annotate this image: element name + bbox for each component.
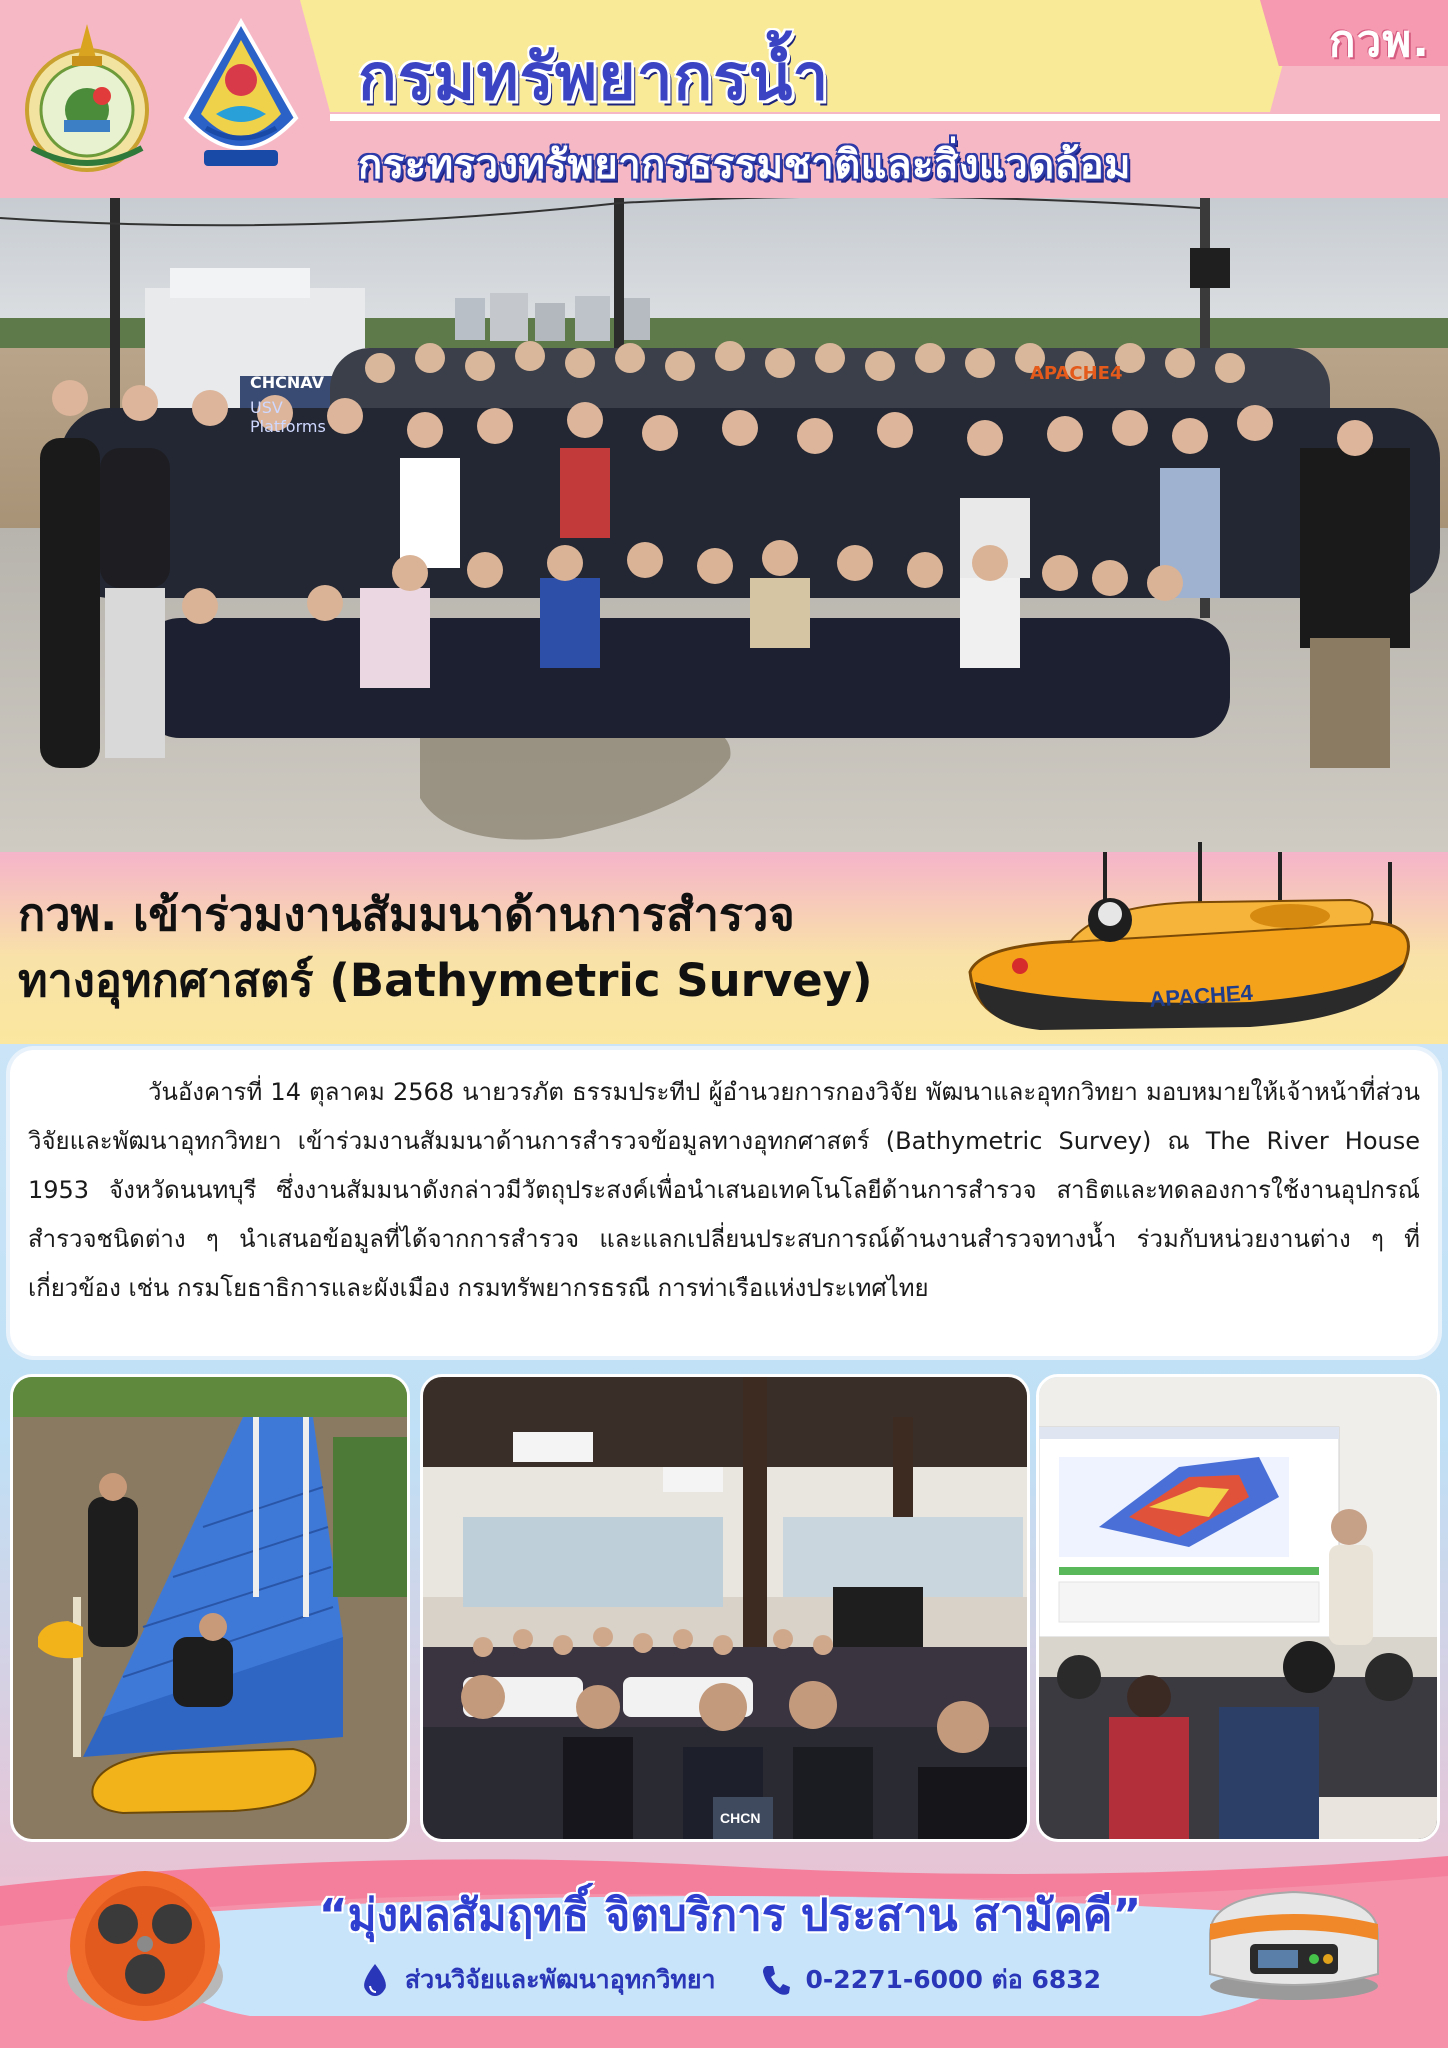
usv-boat-icon bbox=[950, 842, 1420, 1042]
photo-presentation bbox=[1036, 1374, 1440, 1842]
gnss-receiver-icon bbox=[1196, 1874, 1392, 2004]
headline-line-1: กวพ. เข้าร่วมงานสัมมนาด้านการสำรวจ bbox=[18, 888, 795, 941]
body-paragraph: วันอังคารที่ 14 ตุลาคม 2568 นายวรภัต ธรรมประทีป ผู้อำนวยการกองวิจัย พัฒนาและอุทกวิทยา มอบหมายให้เจ้าหน้าที่ส่วนวิจัยและพัฒนาอุทกวิทยา เข้าร่วมงานสัมมนาด้านการสำรวจข้อมูลทางอุทกศาสตร์ (Bathymetric Survey) ณ The River House 1953 จังหวัดนนทบุรี ซึ่งงานสัมมนาดังกล่าวมีวัตถุประสงค์เพื่อนำเสนอเทคโนโลยีด้านการสำรวจ สาธิตและทดลองการใช้งานอุปกรณ์สำรวจชนิดต่าง ๆ นำเสนอข้อมูลที่ได้จากการสำรวจ และแลกเปลี่ยนประสบการณ์ด้านงานสำรวจทางน้ำ ร่วมกับหน่วยงานต่าง ๆ ที่เกี่ยวข้อง เช่น กรมโยธาธิการและผังเมือง กรมทรัพยากรธรณี การท่าเรือแห่งประเทศไทย bbox=[28, 1078, 1420, 1302]
department-title: กรมทรัพยากรน้ำ bbox=[358, 41, 830, 115]
photo-seminar-room bbox=[420, 1374, 1030, 1842]
phone-number: 0-2271-6000 ต่อ 6832 bbox=[805, 1965, 1102, 1994]
group-photo bbox=[0, 198, 1448, 852]
headline-line-2: ทางอุทกศาสตร์ (Bathymetric Survey) bbox=[18, 954, 873, 1007]
bag-brand-text: CHCN bbox=[720, 1810, 761, 1826]
sensor-device-icon bbox=[60, 1856, 230, 2026]
ministry-title: กระทรวงทรัพยากรธรรมชาติและสิ่งแวดล้อม bbox=[358, 142, 1132, 188]
headline bbox=[18, 882, 958, 1014]
banner-brand: CHCNAV bbox=[250, 373, 324, 392]
slogan: “มุ่งผลสัมฤทธิ์ จิตบริการ ประสาน สามัคคี” bbox=[318, 1890, 1142, 1941]
boat-label: APACHE4 bbox=[1148, 979, 1254, 1012]
contact-row bbox=[330, 1958, 1130, 2002]
water-drop-icon bbox=[359, 1962, 391, 1998]
photo-pontoon bbox=[10, 1374, 410, 1842]
header bbox=[0, 0, 1448, 198]
ministry-emblem-icon bbox=[22, 18, 152, 178]
banner-text: USV Platforms bbox=[250, 398, 326, 436]
group-photo-illustration bbox=[0, 198, 1448, 852]
apache-sign: APACHE4 bbox=[1030, 363, 1123, 384]
dwr-emblem-icon bbox=[176, 18, 306, 178]
org-abbreviation: กวพ. bbox=[1328, 16, 1430, 67]
body-card bbox=[10, 1050, 1438, 1356]
unit-name: ส่วนวิจัยและพัฒนาอุทกวิทยา bbox=[404, 1965, 716, 1994]
phone-icon bbox=[760, 1962, 792, 1998]
